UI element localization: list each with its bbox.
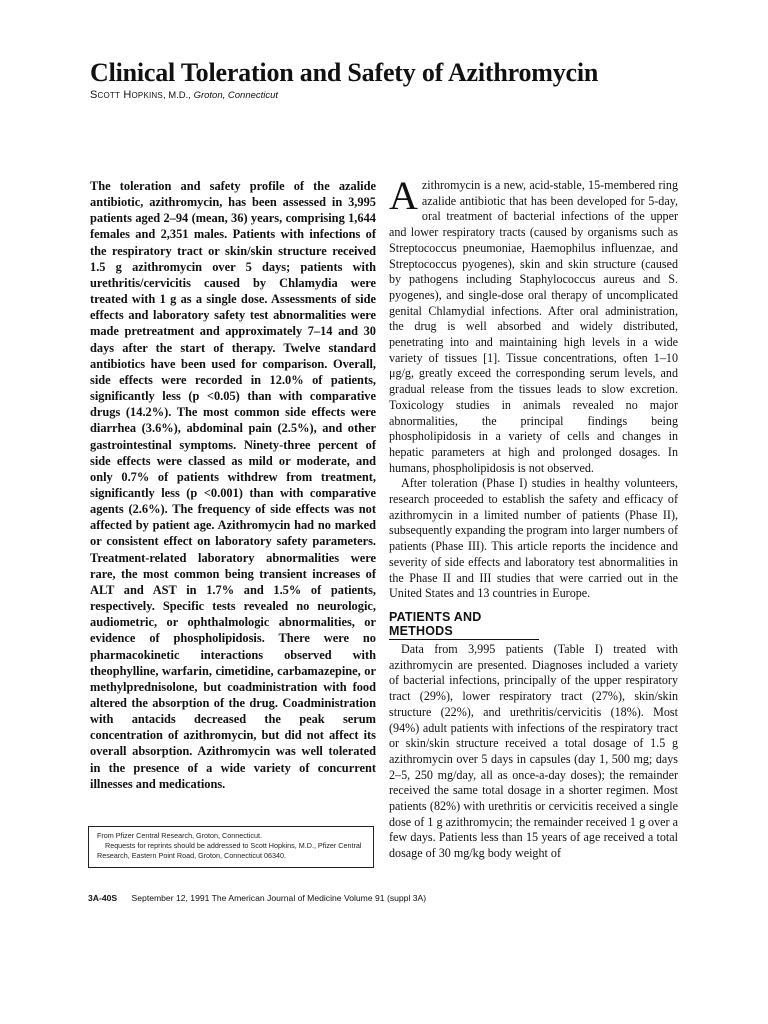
abstract: [90, 178, 376, 792]
affiliation-box: [88, 826, 374, 868]
article-title: Clinical Toleration and Safety of Azithromycin: [90, 58, 599, 87]
methods-paragraph-1: Data from 3,995 patients (Table I) treated with azithromycin are presented. Diagnoses included a variety of bacterial infections, principally of the upper respiratory tract (29%), lower respiratory tract (27%), skin/skin structure (22%), and urethritis/cervicitis (18%). Most (94%) adult patients with infections of the respiratory tract or skin/skin structure received a total dosage of 1.5 g azithromycin over 5 days in capsules (day 1, 500 mg; days 2–5, 250 mg/day, all as once-a-day doses); the remainder received the same total dosage in a shorter regimen. Most patients (82%) with urethritis or cervicitis received a single dose of 1 g azithromycin; the remainder received 1 g over a few days. Patients less than 15 years of age received a total dosage of 30 mg/kg body weight of: [389, 641, 678, 861]
author-degree: , M.D.,: [162, 90, 191, 101]
intro-paragraph-1: [389, 173, 678, 476]
drop-cap: A: [389, 173, 418, 218]
author-name: Scott Hopkins: [90, 89, 163, 101]
body-column: [389, 173, 678, 862]
intro-text-1: zithromycin is a new, acid-stable, 15-membered ring azalide antibiotic that has been developed for 5-day, oral treatment of bacterial infections of the upper and lower respiratory tracts (caused by organisms such as Streptococcus pneumoniae, Haemophilus influenzae, and Streptococcus pyogenes), skin and skin structure (caused by pathogens including Staphylococcus aureus and S. pyogenes), and single-dose oral therapy of uncomplicated genital Chlamydial infections. After oral administration, the drug is well absorbed and widely distributed, penetrating into and maintaining high levels in a wide variety of tissues [1]. Tissue concentrations, often 1–10 μg/g, greatly exceed the corresponding serum levels, and gradual release from the tissues leads to slow excretion. Toxicology studies in animals revealed no major abnormalities, the principal findings being phospholipidosis in a variety of cells and changes in hepatic parameters at high and prolonged dosages. In humans, phospholipidosis is not observed.: [389, 178, 678, 475]
page-number: 3A-40S: [88, 893, 118, 903]
abstract-text: The toleration and safety profile of the azalide antibiotic, azithromycin, has been assessed in 3,995 patients aged 2–94 (mean, 36) years, comprising 1,644 females and 2,351 males. Patients with infections of the respiratory tract or skin/skin structure received 1.5 g azithromycin over 5 days; patients with urethritis/cervicitis caused by Chlamydia were treated with 1 g as a single dose. Assessments of side effects and laboratory safety test abnormalities were made pretreatment and approximately 7–14 and 30 days after the start of therapy. Twelve standard antibiotics have been used for comparison. Overall, side effects were recorded in 12.0% of patients, significantly less (p <0.05) than with comparative drugs (14.2%). The most common side effects were diarrhea (3.6%), abdominal pain (2.5%), and other gastrointestinal symptoms. Ninety-three percent of side effects were classed as mild or moderate, and only 0.7% of patients withdrew from treatment, significantly less (p <0.001) than with comparative agents (2.6%). The frequency of side effects was not affected by patient age. Azithromycin had no marked or consistent effect on laboratory safety parameters. Treatment-related laboratory abnormalities were rare, the most common being transient increases of ALT and AST in 1.7% and 1.5% of patients, respectively. Specific tests revealed no neurologic, audiometric, or ophthalmologic abnormalities, or evidence of phospholipidosis. There were no pharmacokinetic interactions observed with theophylline, warfarin, cimetidine, carbamazepine, or methylprednisolone, but coadministration with food altered the absorption of the drug. Coadministration with antacids decreased the peak serum concentration of azithromycin, but did not affect its overall absorption. Azithromycin was well tolerated in the presence of a wide variety of concurrent illnesses and medications.: [90, 179, 376, 791]
intro-paragraph-2: After toleration (Phase I) studies in healthy volunteers, research proceeded to establish the safety and efficacy of azithromycin in a limited number of patients (Phase II), subsequently expanding the program into larger numbers of patients (Phase III). This article reports the incidence and severity of side effects and laboratory test abnormalities in the Phase II and III studies that were carried out in the United States and 13 countries in Europe.: [389, 476, 678, 601]
page-footer: [88, 893, 688, 904]
journal-citation: September 12, 1991 The American Journal of Medicine Volume 91 (suppl 3A): [131, 893, 427, 903]
reprint-request: Requests for reprints should be addressed to Scott Hopkins, M.D., Pfizer Central Research, Eastern Point Road, Groton, Connecticut 06340.: [97, 841, 362, 860]
affiliation-line: From Pfizer Central Research, Groton, Connecticut.: [97, 831, 262, 840]
author-location: Groton, Connecticut: [193, 90, 279, 101]
section-heading: PATIENTS AND METHODS: [389, 610, 539, 640]
byline: [90, 89, 590, 102]
